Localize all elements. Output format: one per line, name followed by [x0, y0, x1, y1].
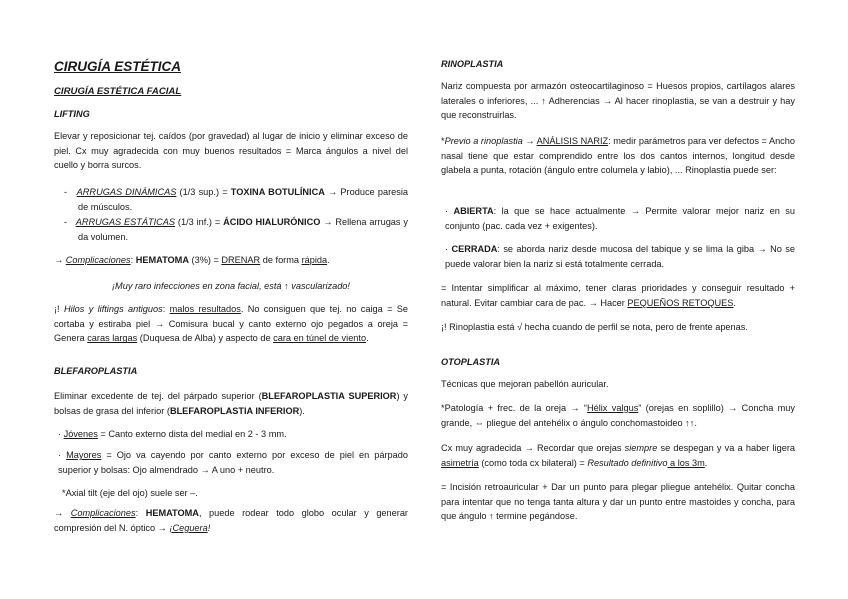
rino-closed: [441, 242, 795, 271]
lifting-bullet-dynamic: [54, 185, 408, 214]
blefaro-young: [54, 427, 408, 442]
text: ¡!: [54, 304, 64, 314]
final-result-term: Resultado definitivo: [587, 457, 668, 468]
wind-tunnel-term: cara en túnel de viento: [273, 333, 367, 344]
rino-analysis: [441, 134, 795, 178]
text: ) y bolsas de grasa del inferior (: [54, 391, 409, 416]
text: *: [441, 136, 445, 146]
section-subtitle: CIRUGÍA ESTÉTICA FACIAL: [54, 86, 182, 97]
text: , puede rodear todo globo ocular y generar compresión del N. óptico →: [54, 508, 408, 533]
rino-paragraph-1: Nariz compuesta por armazón osteocartilaginoso = Huesos propios, cartílagos alares laterales o inferiores, ... ↑ Adherencias → Al hacer rinoplastia, se van a destruir y hay que reconstruirlas.: [441, 81, 795, 121]
dynamic-wrinkles-term: ARRUGAS DINÁMICAS: [76, 187, 177, 197]
oto-heading: OTOPLASTIA: [441, 357, 501, 367]
upper-blepharoplasty: BLEFAROPLASTIA SUPERIOR: [261, 391, 397, 401]
text: ·: [58, 429, 64, 439]
always-term: siempre: [624, 443, 658, 453]
bullet-dash: -: [64, 217, 68, 227]
bullet-text: (1/3 inf.) =: [175, 217, 224, 227]
text: ·: [445, 244, 452, 254]
text: :: [135, 508, 146, 518]
previous-label: Previo a rinoplastia: [444, 136, 523, 146]
oto-helix: [441, 401, 795, 430]
text: Eliminar excedente de tej. del párpado superior (: [54, 391, 262, 401]
helix-valgus-term: Hélix valgus: [586, 403, 639, 413]
three-months-term: a los 3m: [667, 457, 705, 468]
text: *Patología + frec. de la oreja → “: [441, 403, 587, 413]
lower-blepharoplasty: BLEFAROPLASTIA INFERIOR: [169, 405, 300, 416]
blefaro-intro: [54, 389, 408, 418]
text: (como toda cx bilateral) =: [478, 457, 588, 468]
bullet-text: → Produce paresia de músculos.: [78, 187, 408, 212]
nose-analysis-term: ANÁLISIS NARIZ: [536, 136, 609, 146]
lifting-note: ¡Muy raro infecciones en zona facial, está ↑ vascularizado!: [112, 281, 350, 291]
text: .: [366, 333, 369, 344]
arrow: →: [54, 255, 66, 265]
oto-paragraph-4: = Incisión retroauricular + Dar un punto para plegar pliegue antehélix. Quitar concha para intentar que no tenga tanta altura y dar un punto entre mastoides y concha, para que ángulo ↑ termine pegándose.: [441, 482, 795, 522]
text: ·: [445, 206, 454, 216]
arrow: →: [522, 136, 537, 146]
text: .: [327, 255, 330, 265]
lifting-complications: [54, 253, 408, 268]
complications-label: Complicaciones: [70, 508, 136, 518]
young-term: Jóvenes: [63, 429, 98, 439]
bullet-text: (1/3 sup.) =: [176, 187, 231, 197]
text: .: [704, 457, 708, 468]
bad-results-term: malos resultados: [169, 304, 241, 314]
text: = Canto externo dista del medial en 2 - 3 mm.: [97, 429, 287, 439]
lifting-intro: Elevar y reposicionar tej. caídos (por gravedad) al lugar de inicio y eliminar exceso de piel. Cx muy agradecida con muy buenos resultados = Marca ángulos a nivel del cuello y borra surcos.: [54, 131, 408, 171]
text: = Intentar simplificar al máximo, tener claras prioridades y conseguir resultado + natural. Evitar cambiar cara de pac. → Hacer: [441, 283, 795, 308]
lifting-heading: LIFTING: [54, 109, 90, 119]
text: :: [130, 255, 136, 265]
fast-term: rápida: [301, 255, 328, 265]
text: :: [162, 304, 170, 314]
asymmetry-term: asimetría: [441, 457, 479, 468]
static-wrinkles-term: ARRUGAS ESTÁTICAS: [75, 217, 176, 227]
text: (Duquesa de Alba) y aspecto de: [137, 333, 274, 344]
text: : la que se hace actualmente → Permite valorar mejor nariz en su conjunto (pac. cada vez + exigentes).: [445, 206, 795, 231]
text: . No consiguen que tej. no caiga = Se cortaba y estiraba piel → Comisura bucal y canto externo ojo pegados a oreja = Genera: [54, 304, 409, 344]
long-faces-term: caras largas: [87, 333, 138, 344]
text: : se aborda nariz desde mucosa del tabique y se lima la giba → No se puede valorar bien la nariz si está totalmente cerrada.: [445, 244, 795, 269]
blefaro-complications: [54, 506, 408, 535]
small-touchups-term: PEQUEÑOS RETOQUES: [627, 297, 734, 308]
threads-label: Hilos y liftings antiguos: [63, 304, 163, 314]
rino-heading: RINOPLASTIA: [441, 59, 504, 69]
oto-paragraph-1: Técnicas que mejoran pabellón auricular.: [441, 379, 609, 389]
text: = Ojo va cayendo por canto externo por exceso de piel en párpado superior y bolsas: Ojo almendrado → A uno + neutro.: [58, 450, 408, 475]
closed-term: CERRADA: [451, 244, 498, 254]
text: se despegan y va a haber ligera: [657, 443, 795, 453]
text: Cx muy agradecida → Recordar que orejas: [441, 443, 625, 453]
blefaro-axial-tilt: *Axial tilt (eje del ojo) suele ser –.: [62, 488, 198, 498]
drain-term: DRENAR: [221, 255, 261, 265]
rino-paragraph-4: ¡! Rinoplastia está √ hecha cuando de perfil se nota, pero de frente apenas.: [441, 322, 748, 332]
text: .: [733, 297, 736, 308]
text: ).: [299, 405, 305, 416]
text: de forma: [260, 255, 302, 265]
page-title: CIRUGÍA ESTÉTICA: [54, 59, 182, 74]
rino-paragraph-3: [441, 281, 795, 310]
lifting-threads-paragraph: [54, 302, 408, 346]
text: !: [207, 522, 211, 533]
arrow: →: [54, 508, 71, 518]
text: : medir parámetros para ver defectos = Ancho nasal tiene que estar comprendido entre los dos cantos internos, longitud desde glabela a punta, rotación (ángulo entre columela y labio), ... Rinoplastia puede ser:: [441, 136, 795, 176]
open-term: ABIERTA: [453, 206, 494, 216]
blefaro-older: [54, 448, 408, 477]
text: (3%) =: [188, 255, 222, 265]
botulinum-toxin: TOXINA BOTULÍNICA: [230, 187, 325, 197]
bullet-dash: -: [64, 187, 68, 197]
complications-label: Complicaciones: [65, 255, 131, 265]
blefaro-heading: BLEFAROPLASTIA: [54, 366, 138, 376]
text: ” (orejas en soplillo) → Concha muy grande, ⇔ pliegue del antehélix o ángulo conchomastoideo ↑↑.: [441, 403, 795, 428]
older-term: Mayores: [66, 450, 102, 460]
rino-open: [441, 204, 795, 233]
lifting-bullet-static: [54, 215, 408, 244]
hyaluronic-acid: ÁCIDO HIALURÓNICO: [223, 217, 321, 227]
hematoma-term: HEMATOMA: [145, 508, 199, 518]
hematoma-term: HEMATOMA: [135, 255, 189, 265]
oto-paragraph-3: [441, 441, 795, 470]
text: ·: [58, 450, 67, 460]
blindness-term: ¡Ceguera: [169, 522, 208, 533]
bullet-text: → Rellena arrugas y da volumen.: [78, 217, 408, 242]
